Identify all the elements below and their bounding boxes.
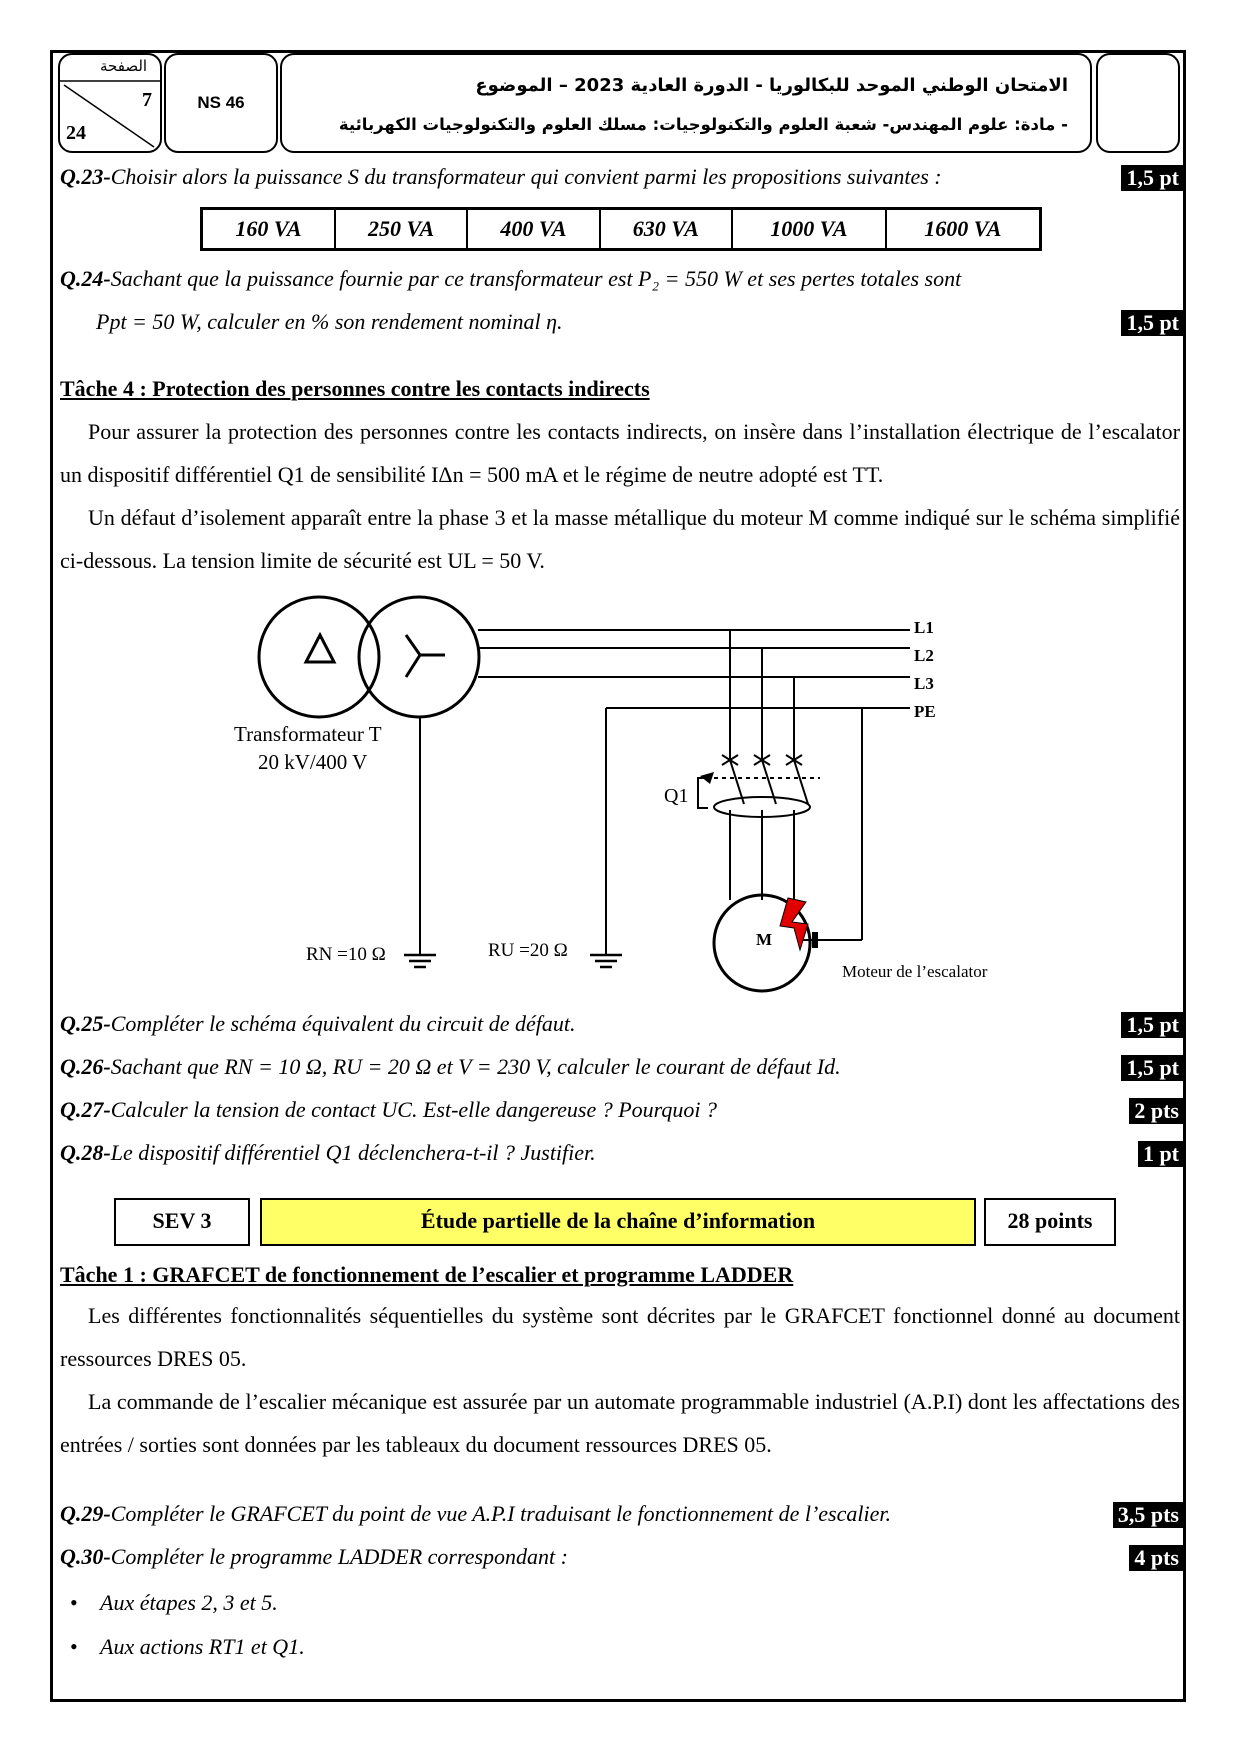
transfo-label: [234, 722, 382, 747]
exam-title-line2: - مادة: علوم المهندس- شعبة العلوم والتكنولوجيات: مسلك العلوم والتكنولوجيات الكهربائية: [338, 115, 1068, 134]
fault-circuit-diagram: [0, 580, 1240, 1000]
label-L2: L2: [914, 646, 934, 665]
q28-points: 1 pt: [1138, 1141, 1184, 1167]
q28-text: Le dispositif différentiel Q1 déclenchera-t-il ? Justifier.: [110, 1140, 596, 1165]
motor-label: M: [756, 930, 773, 949]
q29: [60, 1501, 891, 1527]
q25-text: Compléter le schéma équivalent du circuit de défaut.: [110, 1011, 576, 1036]
exam-title-line1: الامتحان الوطني الموحد للبكالوريا - الدورة العادية 2023 – الموضوع: [475, 75, 1068, 96]
ru-label: RU =20 Ω: [488, 940, 568, 961]
q25: [60, 1011, 575, 1037]
q28-number: Q.28-: [60, 1140, 111, 1165]
power-option: 1600 VA: [886, 209, 1041, 250]
task1-title: Tâche 1 : GRAFCET de fonctionnement de l’escalier et programme LADDER: [60, 1262, 794, 1287]
q24-number: Q.24-: [60, 266, 111, 291]
sev-title: Étude partielle de la chaîne d’information: [260, 1198, 976, 1246]
task4-para1: Pour assurer la protection des personnes contre les contacts indirects, on insère dans l’installation électrique de l’escalator un dispositif différentiel Q1 de sensibilité IΔn = 500 mA et le régime de neutre adopté est TT.: [60, 419, 1180, 487]
q26-text: Sachant que RN = 10 Ω, RU = 20 Ω et V = 230 V, calculer le courant de défaut Id.: [110, 1054, 841, 1079]
q27-points: 2 pts: [1129, 1098, 1184, 1124]
q27: [60, 1097, 717, 1123]
q27-text: Calculer la tension de contact UC. Est-elle dangereuse ? Pourquoi ?: [110, 1097, 718, 1122]
page-total: 24: [66, 122, 86, 144]
q30: [60, 1544, 568, 1570]
task1-para2: La commande de l’escalier mécanique est assurée par un automate programmable industriel (A.P.I) dont les affectations des entrées / sorties sont données par les tableaux du document ressources DRES 05.: [60, 1389, 1180, 1457]
task1-para1: Les différentes fonctionnalités séquentielles du système sont décrites par le GRAFCET fonctionnel donné au document ressources DRES 05.: [60, 1303, 1180, 1371]
q23: [60, 164, 942, 190]
power-option: 1000 VA: [732, 209, 886, 250]
q23-text: Choisir alors la puissance S du transformateur qui convient parmi les propositions suivantes :: [110, 164, 942, 189]
q26-points: 1,5 pt: [1121, 1055, 1184, 1081]
task4-para2: Un défaut d’isolement apparaît entre la phase 3 et la masse métallique du moteur M comme indiqué sur le schéma simplifié ci-dessous. La tension limite de sécurité est UL = 50 V.: [60, 505, 1180, 573]
q24-points: 1,5 pt: [1121, 310, 1184, 336]
page-number-box: [58, 53, 162, 153]
q24-line1: Sachant que la puissance fournie par ce transformateur est P₂ = 550 W et ses pertes totales sont: [110, 266, 962, 291]
power-options-table: [200, 207, 1042, 251]
label-PE: PE: [914, 702, 936, 721]
q29-number: Q.29-: [60, 1501, 111, 1526]
sev-label: SEV 3: [114, 1198, 250, 1246]
q26: [60, 1054, 841, 1080]
exam-code-box: [164, 53, 278, 153]
q24-line2: Ppt = 50 W, calculer en % son rendement nominal η.: [96, 309, 563, 334]
power-option: 160 VA: [202, 209, 335, 250]
rn-label: RN =10 Ω: [306, 944, 386, 965]
page-word: الصفحة: [100, 57, 148, 75]
q29-text: Compléter le GRAFCET du point de vue A.P.I traduisant le fonctionnement de l’escalier.: [110, 1501, 891, 1526]
bullet-item: • Aux actions RT1 et Q1.: [100, 1634, 305, 1660]
q30-points: 4 pts: [1129, 1545, 1184, 1571]
exam-title-box: [280, 53, 1092, 153]
bullet-item: • Aux étapes 2, 3 et 5.: [100, 1590, 278, 1616]
q25-points: 1,5 pt: [1121, 1012, 1184, 1038]
motor-caption: Moteur de l’escalator: [842, 962, 988, 981]
star-symbol: [406, 635, 445, 677]
power-option: 250 VA: [335, 209, 467, 250]
transfo-label-text: Transformateur T: [234, 722, 382, 746]
q27-number: Q.27-: [60, 1097, 111, 1122]
q30-number: Q.30-: [60, 1544, 111, 1569]
blank-box: [1096, 53, 1180, 153]
page-current: 7: [142, 89, 152, 111]
primary-winding: [259, 597, 379, 717]
sev-points: 28 points: [984, 1198, 1116, 1246]
q26-number: Q.26-: [60, 1054, 111, 1079]
exam-code: NS 46: [197, 93, 245, 112]
q30-text: Compléter le programme LADDER correspondant :: [110, 1544, 568, 1569]
q23-points: 1,5 pt: [1121, 165, 1184, 191]
power-option: 400 VA: [467, 209, 599, 250]
task4-title: Tâche 4 : Protection des personnes contre les contacts indirects: [60, 376, 650, 401]
label-L1: L1: [914, 618, 934, 637]
fault-lightning-icon: [780, 898, 808, 950]
breaker-label: Q1: [664, 785, 689, 807]
label-L3: L3: [914, 674, 934, 693]
power-option: 630 VA: [600, 209, 732, 250]
q29-points: 3,5 pts: [1113, 1502, 1184, 1528]
transfo-ratio: 20 kV/400 V: [258, 750, 368, 774]
delta-symbol: [306, 635, 334, 662]
q25-number: Q.25-: [60, 1011, 111, 1036]
q24: [60, 266, 961, 292]
q28: [60, 1140, 596, 1166]
q23-number: Q.23-: [60, 164, 111, 189]
